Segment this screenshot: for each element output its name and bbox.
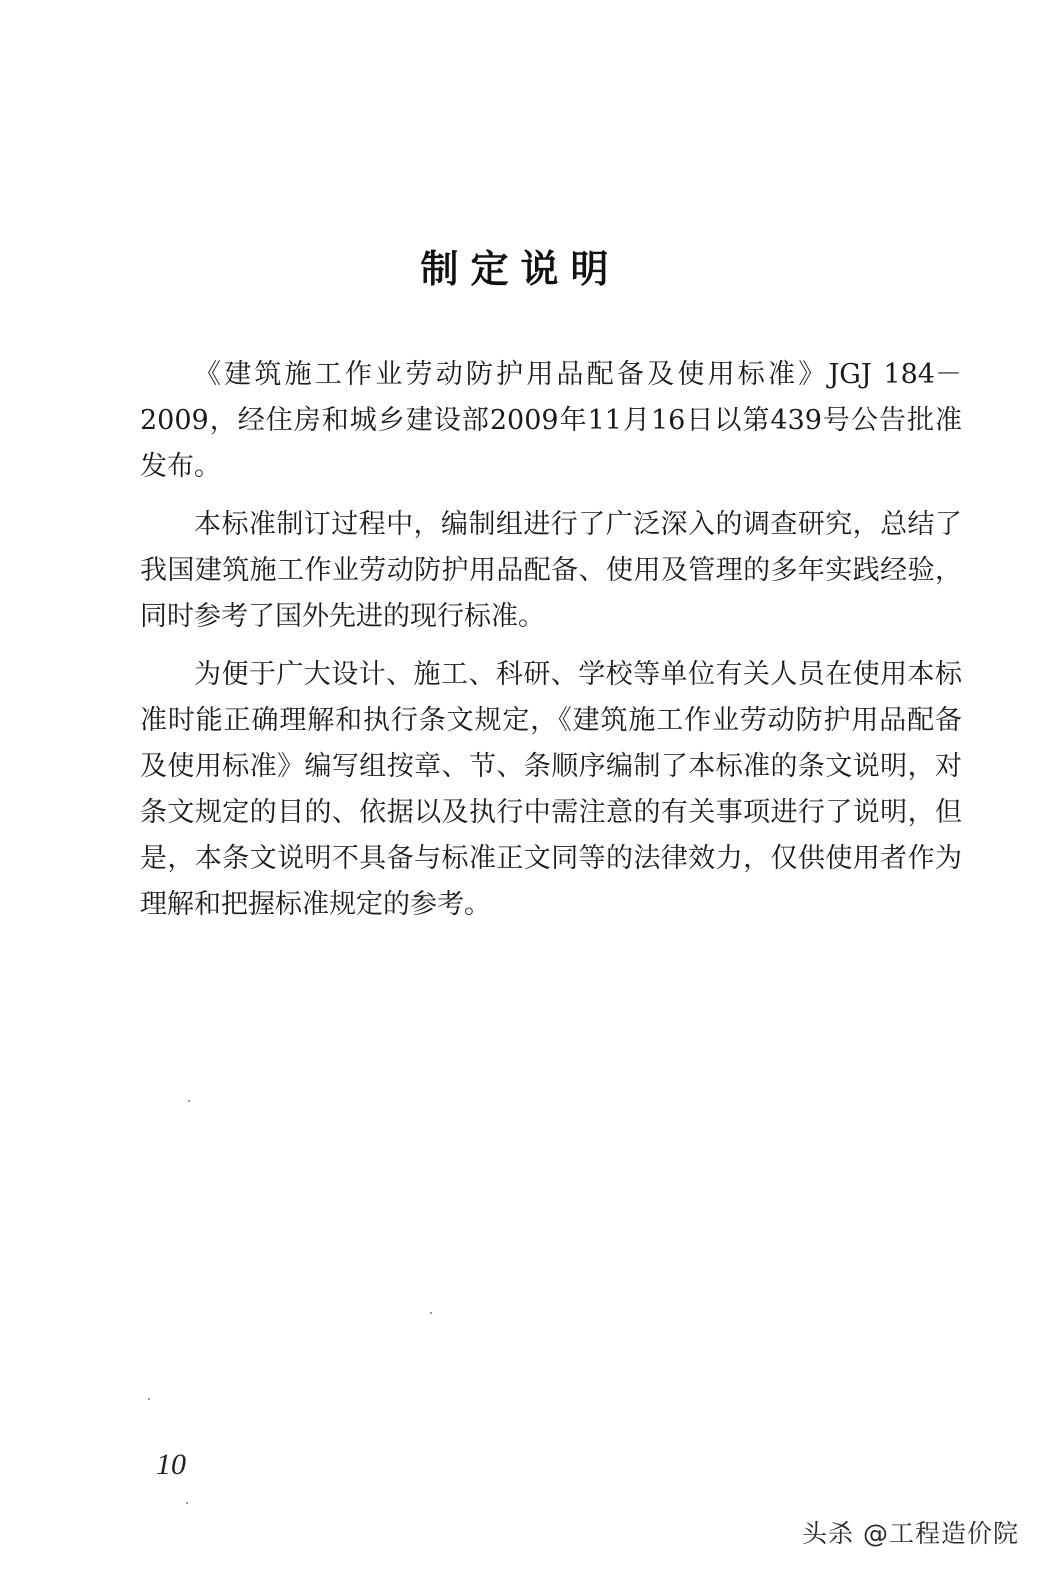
watermark-text: 头杀 @工程造价院: [802, 1519, 1019, 1548]
paragraph-1: 《建筑施工作业劳动防护用品配备及使用标准》JGJ 184－2009，经住房和城乡建设部2009年11月16日以第439号公告批准发布。: [140, 359, 962, 482]
scan-speck: [186, 1502, 188, 1504]
scan-speck: [148, 1398, 150, 1400]
scan-speck: [430, 1312, 432, 1314]
paragraph-3: 为便于广大设计、施工、科研、学校等单位有关人员在使用本标准时能正确理解和执行条文规定，《建筑施工作业劳动防护用品配备及使用标准》编写组按章、节、条顺序编制了本标准的条文说明，对条文规定的目的、依据以及执行中需注意的有关事项进行了说明，但是，本条文说明不具备与标准正文同等的法律效力，仅供使用者作为理解和把握标准规定的参考。: [140, 659, 962, 920]
page-title: 制定说明: [420, 247, 621, 291]
paragraph-2: 本标准制订过程中，编制组进行了广泛深入的调查研究，总结了我国建筑施工作业劳动防护用品配备、使用及管理的多年实践经验，同时参考了国外先进的现行标准。: [140, 509, 962, 632]
body-text: [140, 352, 962, 940]
scan-speck: [188, 1100, 190, 1102]
page-number: 10: [156, 1448, 186, 1481]
